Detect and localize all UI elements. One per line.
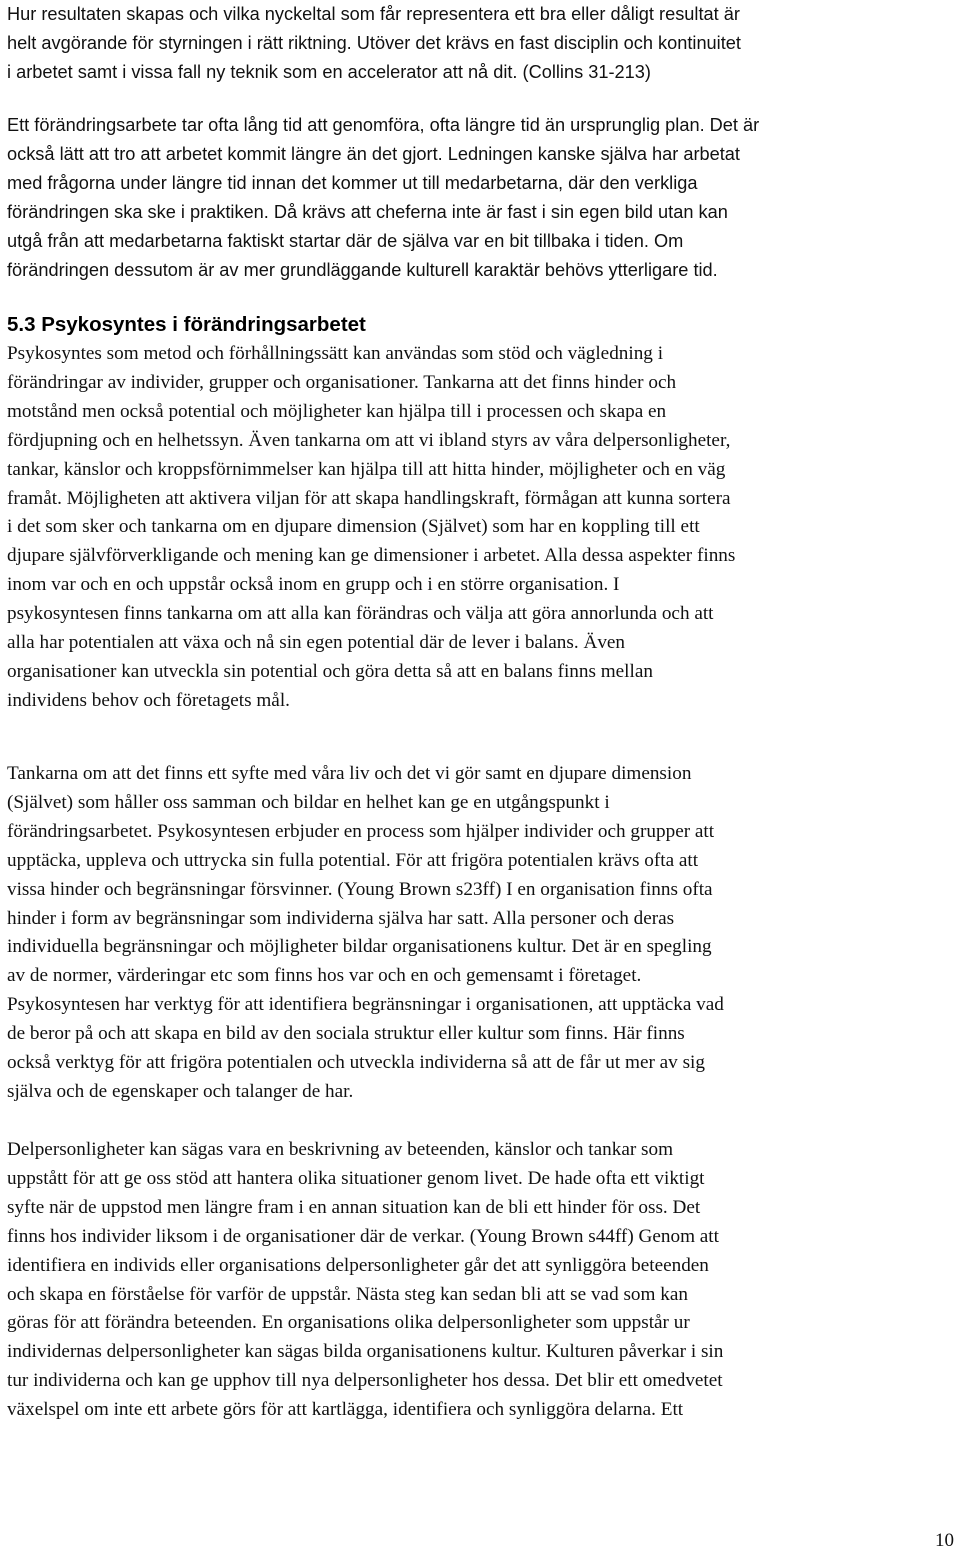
- text-line: i arbetet samt i vissa fall ny teknik som en accelerator att nå dit. (Collins 31-213): [7, 61, 651, 82]
- text-line: individens behov och företagets mål.: [7, 689, 290, 711]
- text-line: identifiera en individs eller organisations delpersonligheter går det att synliggöra beteenden: [7, 1254, 709, 1276]
- text-line: också verktyg för att frigöra potentialen och utveckla individerna så att de får ut mer av sig: [7, 1052, 705, 1074]
- text-line: syfte när de uppstod men längre fram i en annan situation kan de bli ett hinder för oss. Det: [7, 1196, 701, 1218]
- paragraph-purpose-and-self: [7, 760, 724, 1107]
- section-heading: 5.3 Psykosyntes i förändringsarbetet: [7, 313, 366, 336]
- text-line: individernas delpersonligheter kan sägas bilda organisationens kultur. Kulturen påverkar i sin: [7, 1341, 724, 1363]
- text-line: djupare självförverkligande och mening kan ge dimensioner i arbetet. Alla dessa aspekter finns: [7, 545, 736, 567]
- page-number: 10: [935, 1530, 954, 1551]
- text-line: Hur resultaten skapas och vilka nyckeltal som får representera ett bra eller dåligt resultat är: [7, 4, 740, 24]
- text-line: psykosyntesen finns tankarna om att alla kan förändras och välja att göra annorlunda och att: [7, 603, 714, 625]
- text-line: de beror på och att skapa en bild av den sociala struktur eller kultur som finns. Här finns: [7, 1023, 685, 1045]
- text-line: Ett förändringsarbete tar ofta lång tid att genomföra, ofta längre tid än ursprunglig plan. Det är: [7, 115, 760, 135]
- text-line: tankar, känslor och kroppsförnimmelser kan hjälpa till att hitta hinder, möjligheter och en väg: [7, 458, 726, 480]
- text-line: förändringsarbetet. Psykosyntesen erbjuder en process som hjälper individer och grupper att: [7, 820, 715, 842]
- text-line: Delpersonligheter kan sägas vara en beskrivning av beteenden, känslor och tankar som: [7, 1139, 674, 1160]
- text-line: Psykosyntesen har verktyg för att identifiera begränsningar i organisationen, att upptäcka vad: [7, 994, 724, 1016]
- text-line: uppstått för att ge oss stöd att hantera olika situationer genom livet. De hade ofta ett viktigt: [7, 1167, 705, 1189]
- text-line: växelspel om inte ett arbete görs för att kartlägga, identifiera och synliggöra delarna. Ett: [7, 1399, 684, 1421]
- text-line: (Självet) som håller oss samman och bildar en helhet kan ge en utgångspunkt i: [7, 791, 610, 813]
- paragraph-psychosynthesis-method: [7, 340, 735, 716]
- text-line: individuella begränsningar och möjligheter bildar organisationens kultur. Det är en spegling: [7, 936, 712, 958]
- text-line: tur individerna och kan ge upphov till nya delpersonligheter hos dessa. Det blir ett omedvetet: [7, 1370, 723, 1392]
- text-line: helt avgörande för styrningen i rätt riktning. Utöver det krävs en fast disciplin och kontinuitet: [7, 32, 741, 53]
- text-line: organisationer kan utveckla sin potential och göra detta så att en balans finns mellan: [7, 660, 653, 682]
- text-line: också lätt att tro att arbetet kommit längre än det gjort. Ledningen kanske själva har arbetat: [7, 143, 740, 164]
- text-line: framåt. Möjligheten att aktivera viljan för att skapa handlingskraft, förmågan att kunna sortera: [7, 487, 731, 509]
- text-line: av de normer, värderingar etc som finns hos var och en och gemensamt i företaget.: [7, 965, 642, 987]
- text-line: förändringar av individer, grupper och organisationer. Tankarna att det finns hinder och: [7, 371, 677, 393]
- text-line: utgå från att medarbetarna faktiskt startar där de själva var en bit tillbaka i tiden. Om: [7, 230, 684, 251]
- text-line: förändringen ska ske i praktiken. Då krävs att cheferna inte är fast i sin egen bild utan kan: [7, 201, 728, 222]
- text-line: inom var och en och uppstår också inom en grupp och i en större organisation. I: [7, 574, 620, 596]
- text-line: alla har potentialen att växa och nå sin egen potential där de lever i balans. Även: [7, 632, 626, 654]
- paragraph-results-steering: [7, 0, 741, 87]
- text-line: förändringen dessutom är av mer grundläggande kulturell karaktär behövs ytterligare tid.: [7, 259, 718, 280]
- text-line: med frågorna under längre tid innan det kommer ut till medarbetarna, där den verkliga: [7, 172, 698, 193]
- text-line: göras för att förändra beteenden. En organisations olika delpersonligheter som uppstår ur: [7, 1312, 690, 1334]
- text-line: upptäcka, uppleva och uttrycka sin fulla potential. För att frigöra potentialen krävs ofta att: [7, 849, 699, 871]
- text-line: motstånd men också potential och möjligheter kan hjälpa till i processen och skapa en: [7, 400, 667, 422]
- text-line: Tankarna om att det finns ett syfte med våra liv och det vi gör samt en djupare dimension: [7, 763, 692, 784]
- text-line: vissa hinder och begränsningar försvinner. (Young Brown s23ff) I en organisation finns ofta: [7, 878, 713, 900]
- text-line: fördjupning och en helhetssyn. Även tankarna om att vi ibland styrs av våra delpersonligheter,: [7, 429, 731, 451]
- paragraph-subpersonalities: [7, 1136, 723, 1425]
- text-line: finns hos individer liksom i de organisationer där de verkar. (Young Brown s44ff) Genom att: [7, 1225, 719, 1247]
- text-line: Psykosyntes som metod och förhållningssätt kan användas som stöd och vägledning i: [7, 343, 664, 364]
- text-line: hinder i form av begränsningar som individerna själva har satt. Alla personer och deras: [7, 907, 675, 929]
- text-line: och skapa en förståelse för varför de uppstår. Nästa steg kan sedan bli att se vad som kan: [7, 1283, 688, 1305]
- text-line: själva och de egenskaper och talanger de har.: [7, 1080, 354, 1102]
- text-line: i det som sker och tankarna om en djupare dimension (Självet) som har en koppling till ett: [7, 516, 700, 538]
- paragraph-change-takes-time: [7, 111, 759, 284]
